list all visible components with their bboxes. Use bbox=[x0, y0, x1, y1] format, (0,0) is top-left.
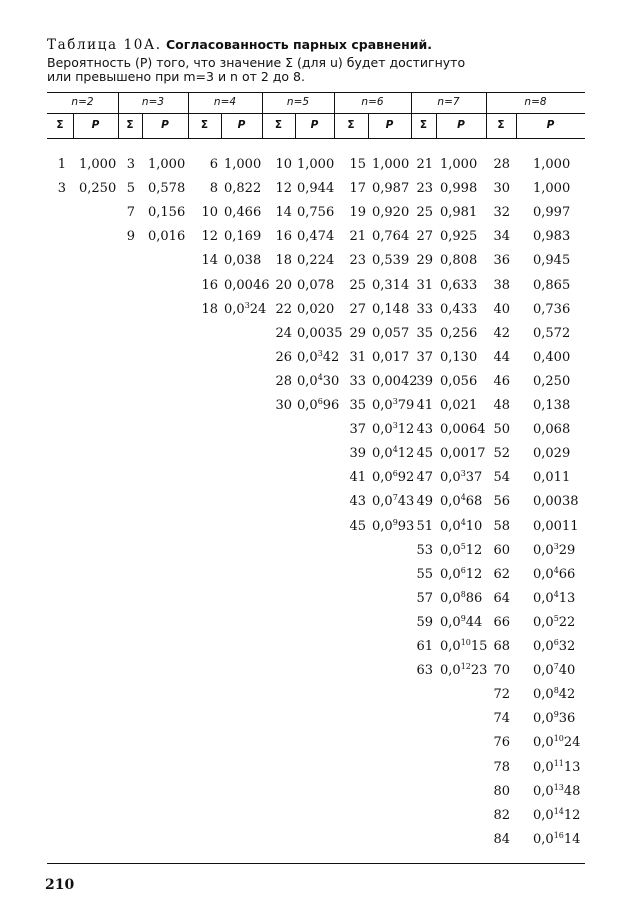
probability-value: $0,0^{11}13$ bbox=[533, 758, 581, 775]
sigma-value: 14 bbox=[201, 253, 218, 269]
probability-value: $0,0^522$ bbox=[533, 613, 576, 630]
sigma-value: 62 bbox=[493, 566, 510, 582]
probability-value: 0,011 bbox=[533, 470, 571, 486]
probability-value: 0,945 bbox=[533, 253, 571, 269]
probability-value: $0,0^{13}48$ bbox=[533, 782, 581, 799]
sigma-value: 45 bbox=[416, 446, 433, 462]
probability-value: 0,250 bbox=[533, 373, 571, 389]
probability-value: $0,0^512$ bbox=[440, 541, 483, 558]
sigma-value: 52 bbox=[493, 446, 510, 462]
probability-value: 0,078 bbox=[297, 277, 335, 293]
sigma-subheader: Σ bbox=[497, 119, 505, 131]
sigma-value: 25 bbox=[349, 277, 366, 293]
table-bottom-rule bbox=[47, 863, 585, 864]
probability-value: $0,0^410$ bbox=[440, 517, 483, 534]
page-number: 210 bbox=[45, 877, 75, 893]
sigma-subheader: Σ bbox=[347, 119, 355, 131]
probability-value: $0,0^{12}23$ bbox=[440, 662, 488, 679]
p-subheader: P bbox=[91, 119, 100, 131]
probability-value: $0,0^337$ bbox=[440, 469, 483, 486]
probability-value: $0,0^413$ bbox=[533, 589, 576, 606]
probability-value: 0,0042 bbox=[372, 373, 418, 389]
probability-value: $0,0^944$ bbox=[440, 613, 483, 630]
probability-value: $0,0^886$ bbox=[440, 589, 483, 606]
sigma-value: 34 bbox=[493, 229, 510, 245]
table-title bbox=[47, 37, 432, 53]
sigma-value: 31 bbox=[416, 277, 433, 293]
sigma-value: 22 bbox=[275, 301, 292, 317]
probability-value: 0,156 bbox=[148, 205, 186, 221]
sigma-value: 41 bbox=[349, 470, 366, 486]
probability-value: $0,0^466$ bbox=[533, 565, 576, 582]
sigma-value: 27 bbox=[416, 229, 433, 245]
table-caption: Согласованность парных сравнений. bbox=[165, 37, 433, 52]
probability-value: $0,0^468$ bbox=[440, 493, 483, 510]
probability-value: $0,0^379$ bbox=[372, 397, 415, 413]
sigma-value: 47 bbox=[416, 470, 433, 486]
sigma-value: 38 bbox=[493, 277, 510, 293]
sigma-value: 39 bbox=[349, 446, 366, 462]
sigma-value: 20 bbox=[275, 277, 292, 293]
probability-value: 0,997 bbox=[533, 205, 571, 221]
sigma-value: 37 bbox=[416, 349, 433, 365]
sigma-value: 10 bbox=[275, 157, 292, 172]
sigma-value: 45 bbox=[349, 518, 366, 534]
sigma-value: 70 bbox=[493, 663, 510, 679]
sigma-value: 50 bbox=[493, 422, 510, 438]
probability-value: 0,038 bbox=[224, 253, 262, 269]
probability-value: 0,983 bbox=[533, 229, 571, 245]
sigma-value: 3 bbox=[126, 157, 135, 172]
probability-value: 0,920 bbox=[372, 205, 410, 221]
sigma-value: 76 bbox=[493, 735, 510, 751]
sigma-value: 78 bbox=[493, 759, 510, 775]
subheader-rule bbox=[47, 138, 585, 139]
sigma-value: 19 bbox=[349, 205, 366, 221]
sigma-value: 7 bbox=[126, 205, 135, 221]
p-subheader: P bbox=[457, 119, 465, 131]
sigma-value: 35 bbox=[349, 398, 366, 413]
probability-value: 0,020 bbox=[297, 301, 335, 317]
probability-value: 0,314 bbox=[372, 277, 410, 293]
probability-value: $0,0^612$ bbox=[440, 565, 483, 582]
probability-value: $0,0^743$ bbox=[372, 493, 415, 510]
p-subheader: P bbox=[546, 119, 555, 131]
sigma-value: 29 bbox=[349, 325, 366, 341]
sigma-value: 1 bbox=[57, 157, 66, 172]
sigma-value: 10 bbox=[201, 205, 218, 221]
probability-value: 0,016 bbox=[148, 229, 186, 245]
sigma-value: 58 bbox=[493, 518, 510, 534]
probability-value: 0,0035 bbox=[297, 325, 343, 341]
sigma-value: 12 bbox=[201, 229, 218, 245]
sigma-value: 61 bbox=[416, 639, 433, 654]
table-label: Таблица 10А. bbox=[47, 37, 162, 53]
probability-value: 0,808 bbox=[440, 253, 478, 269]
sigma-value: 59 bbox=[416, 614, 433, 630]
probability-value: 0,578 bbox=[148, 181, 186, 197]
probability-value: 0,0038 bbox=[533, 494, 579, 510]
sigma-value: 30 bbox=[275, 398, 292, 413]
probability-value: 0,539 bbox=[372, 253, 410, 269]
sigma-subheader: Σ bbox=[419, 119, 428, 131]
sigma-value: 64 bbox=[493, 590, 510, 606]
probability-value: 0,925 bbox=[440, 229, 478, 245]
probability-value: $0,0^312$ bbox=[372, 421, 415, 438]
probability-value: 1,000 bbox=[79, 157, 117, 172]
sigma-value: 60 bbox=[493, 542, 510, 558]
sigma-subheader: Σ bbox=[274, 119, 283, 131]
sigma-value: 24 bbox=[275, 325, 292, 341]
sigma-value: 80 bbox=[493, 783, 510, 799]
sigma-value: 63 bbox=[416, 663, 433, 679]
probability-value: $0,0^412$ bbox=[372, 445, 415, 462]
probability-value: 0,944 bbox=[297, 181, 335, 197]
sigma-value: 72 bbox=[493, 687, 510, 703]
p-subheader: P bbox=[385, 119, 394, 131]
probability-value: 1,000 bbox=[440, 157, 478, 172]
probability-value: 0,021 bbox=[440, 398, 478, 413]
probability-value: 0,400 bbox=[533, 349, 571, 365]
sigma-value: 17 bbox=[349, 181, 366, 197]
sigma-value: 37 bbox=[349, 422, 366, 438]
probability-value: $0,0^{16}14$ bbox=[533, 830, 581, 847]
probability-value: 0,433 bbox=[440, 301, 478, 317]
probability-value: 1,000 bbox=[372, 157, 410, 172]
probability-value: 0,466 bbox=[224, 205, 262, 221]
probability-value: 0,224 bbox=[297, 253, 335, 269]
probability-value: $0,0^740$ bbox=[533, 662, 576, 679]
sigma-value: 23 bbox=[349, 253, 366, 269]
probability-value: 0,256 bbox=[440, 325, 478, 341]
probability-value: 0,981 bbox=[440, 205, 478, 221]
sigma-value: 32 bbox=[493, 205, 510, 221]
sigma-value: 56 bbox=[493, 494, 510, 510]
probability-value: 1,000 bbox=[533, 157, 571, 172]
probability-value: 0,764 bbox=[372, 229, 410, 245]
probability-value: 0,057 bbox=[372, 325, 410, 341]
sigma-value: 25 bbox=[416, 205, 433, 221]
sigma-value: 49 bbox=[416, 494, 433, 510]
sigma-value: 18 bbox=[275, 253, 292, 269]
sigma-value: 55 bbox=[416, 566, 433, 582]
probability-value: 0,865 bbox=[533, 277, 571, 293]
probability-value: $0,0^{14}12$ bbox=[533, 806, 581, 823]
column-group-header: n=2 bbox=[71, 96, 94, 108]
probability-value: 0,987 bbox=[372, 181, 410, 197]
sigma-value: 15 bbox=[349, 157, 366, 172]
sigma-value: 8 bbox=[209, 181, 218, 197]
sigma-value: 68 bbox=[493, 639, 510, 654]
p-subheader: P bbox=[161, 119, 169, 131]
sigma-value: 28 bbox=[275, 373, 292, 389]
sigma-value: 82 bbox=[493, 807, 510, 823]
column-group-header: n=6 bbox=[361, 96, 384, 108]
probability-value: 1,000 bbox=[533, 181, 571, 197]
sigma-value: 84 bbox=[493, 831, 510, 847]
sigma-value: 48 bbox=[493, 398, 510, 413]
sigma-value: 43 bbox=[349, 494, 366, 510]
sigma-value: 42 bbox=[493, 325, 510, 341]
sigma-value: 3 bbox=[57, 181, 66, 197]
column-group-header: n=5 bbox=[286, 96, 310, 108]
sigma-value: 18 bbox=[201, 301, 218, 317]
probability-value: 0,822 bbox=[224, 181, 262, 197]
probability-value: $0,0^993$ bbox=[372, 517, 415, 534]
probability-value: 0,169 bbox=[224, 229, 262, 245]
sigma-value: 23 bbox=[416, 181, 433, 197]
column-group-header: n=7 bbox=[437, 96, 460, 108]
probability-value: $0,0^{10}24$ bbox=[533, 734, 581, 751]
sigma-value: 46 bbox=[493, 373, 510, 389]
probability-value: 0,0046 bbox=[224, 277, 270, 293]
subtitle-line-2: или превышено при m=3 и n от 2 до 8. bbox=[47, 69, 305, 84]
probability-value: 0,029 bbox=[533, 446, 571, 462]
sigma-value: 39 bbox=[416, 373, 433, 389]
sigma-value: 21 bbox=[416, 157, 433, 172]
column-group-header: n=3 bbox=[141, 96, 165, 108]
sigma-value: 9 bbox=[126, 229, 135, 245]
probability-value: 1,000 bbox=[148, 157, 186, 172]
sigma-value: 31 bbox=[349, 349, 366, 365]
sigma-value: 28 bbox=[493, 157, 510, 172]
sigma-value: 21 bbox=[349, 229, 366, 245]
sigma-value: 35 bbox=[416, 325, 433, 341]
probability-value: 0,633 bbox=[440, 277, 478, 293]
probability-value: 0,572 bbox=[533, 325, 571, 341]
probability-value: 1,000 bbox=[297, 157, 335, 172]
sigma-value: 53 bbox=[416, 542, 433, 558]
sigma-value: 27 bbox=[349, 301, 366, 317]
sigma-value: 16 bbox=[275, 229, 292, 245]
sigma-value: 14 bbox=[275, 205, 292, 221]
sigma-value: 29 bbox=[416, 253, 433, 269]
sigma-value: 41 bbox=[416, 398, 433, 413]
probability-value: 0,998 bbox=[440, 181, 478, 197]
sigma-value: 40 bbox=[493, 301, 510, 317]
sigma-subheader: Σ bbox=[56, 119, 64, 131]
probability-value: 0,756 bbox=[297, 205, 335, 221]
probability-value: $0,0^692$ bbox=[372, 469, 415, 486]
probability-value: 0,017 bbox=[372, 349, 410, 365]
probability-value: $0,0^430$ bbox=[297, 372, 340, 389]
probability-value: 0,250 bbox=[79, 181, 117, 197]
probability-value: $0,0^632$ bbox=[533, 638, 576, 654]
sigma-value: 43 bbox=[416, 422, 433, 438]
column-group-header: n=8 bbox=[524, 96, 547, 108]
table-top-rule bbox=[47, 92, 585, 93]
probability-value: $0,0^696$ bbox=[297, 397, 340, 413]
probability-value: 0,0017 bbox=[440, 446, 486, 462]
sigma-value: 16 bbox=[201, 277, 218, 293]
sigma-value: 44 bbox=[493, 349, 510, 365]
probability-value: $0,0^842$ bbox=[533, 686, 576, 703]
probability-value: 0,056 bbox=[440, 373, 478, 389]
sigma-value: 74 bbox=[493, 711, 510, 727]
sigma-value: 51 bbox=[416, 518, 433, 534]
column-group-header: n=4 bbox=[213, 96, 237, 108]
p-subheader: P bbox=[237, 119, 246, 131]
probability-value: 0,736 bbox=[533, 301, 571, 317]
probability-value: 1,000 bbox=[224, 157, 262, 172]
probability-value: $0,0^{10}15$ bbox=[440, 638, 488, 654]
probability-value: $0,0^936$ bbox=[533, 710, 576, 727]
sigma-value: 26 bbox=[275, 349, 292, 365]
probability-value: 0,0064 bbox=[440, 422, 486, 438]
sigma-value: 5 bbox=[126, 181, 135, 197]
sigma-value: 54 bbox=[493, 470, 510, 486]
probability-value: 0,138 bbox=[533, 398, 571, 413]
probability-value: $0,0^329$ bbox=[533, 541, 576, 558]
probability-value: 0,130 bbox=[440, 349, 478, 365]
probability-value: 0,148 bbox=[372, 301, 410, 317]
probability-value: $0,0^324$ bbox=[224, 300, 267, 317]
sigma-value: 57 bbox=[416, 590, 433, 606]
sigma-subheader: Σ bbox=[200, 119, 209, 131]
sigma-value: 12 bbox=[275, 181, 292, 197]
probability-value: 0,068 bbox=[533, 422, 571, 438]
sigma-value: 33 bbox=[416, 301, 433, 317]
sigma-value: 66 bbox=[493, 614, 510, 630]
sigma-subheader: Σ bbox=[126, 119, 134, 131]
header-rule bbox=[47, 113, 585, 114]
p-subheader: P bbox=[310, 119, 319, 131]
sigma-value: 6 bbox=[209, 157, 218, 172]
sigma-value: 33 bbox=[349, 373, 366, 389]
subtitle-line-1: Вероятность (P) того, что значение Σ (для u) будет достигнуто bbox=[47, 55, 466, 70]
probability-value: 0,474 bbox=[297, 229, 335, 245]
probability-value: 0,0011 bbox=[533, 518, 579, 534]
sigma-value: 36 bbox=[493, 253, 510, 269]
sigma-value: 30 bbox=[493, 181, 510, 197]
probability-value: $0,0^342$ bbox=[297, 348, 340, 365]
